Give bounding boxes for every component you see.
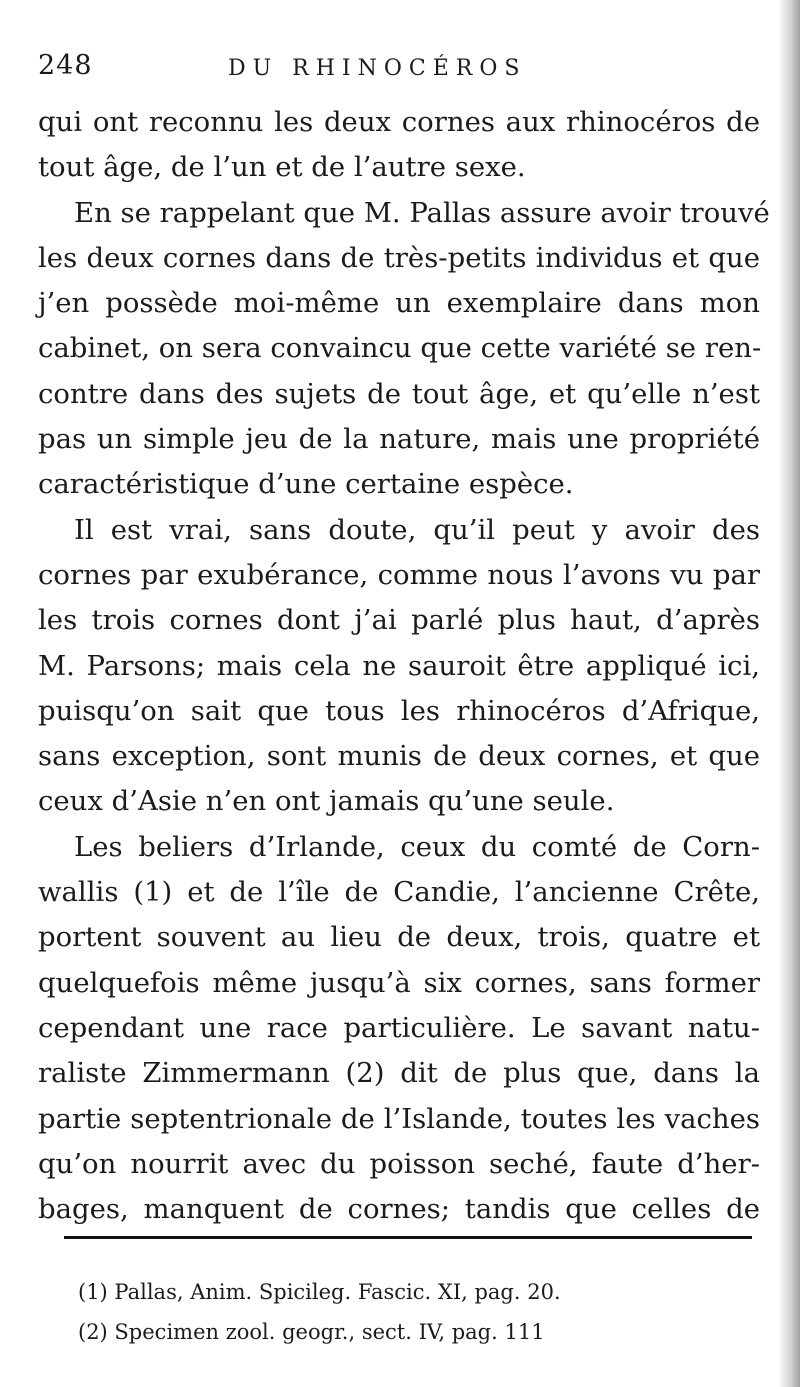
text-line: raliste Zimmermann (2) dit de plus que, dans la (38, 1057, 760, 1090)
text-line: partie septentrionale de l’Islande, toutes les vaches (38, 1102, 760, 1135)
text-line: tout âge, de l’un et de l’autre sexe. (38, 151, 526, 184)
footnote-1: (1) Pallas, Anim. Spicileg. Fascic. XI, pag. 20. (78, 1280, 561, 1304)
text-line: Il est vrai, sans doute, qu’il peut y avoir des (74, 513, 760, 546)
text-line: caractéristique d’une certaine espèce. (38, 468, 574, 501)
body-text (38, 100, 770, 1232)
text-line: wallis (1) et de l’île de Candie, l’ancienne Crête, (38, 876, 760, 909)
text-line: contre dans des sujets de tout âge, et qu’elle n’est (38, 377, 760, 410)
scan-shadow-edge (778, 0, 800, 1387)
text-line: ceux d’Asie n’en ont jamais qu’une seule. (38, 785, 615, 818)
text-line: cornes par exubérance, comme nous l’avons vu par (38, 558, 760, 591)
text-line: puisqu’on sait que tous les rhinocéros d’Afrique, (38, 694, 760, 727)
text-line: M. Parsons; mais cela ne sauroit être appliqué ici, (38, 649, 760, 682)
text-line: cependant une race particulière. Le savant natu- (38, 1011, 760, 1044)
text-line: bages, manquent de cornes; tandis que celles de (38, 1193, 760, 1226)
text-line: les trois cornes dont j’ai parlé plus haut, d’après (38, 604, 760, 637)
running-head: DU RHINOCÉROS (228, 56, 527, 81)
text-line: portent souvent au lieu de deux, trois, quatre et (38, 921, 760, 954)
text-line: sans exception, sont munis de deux cornes, et que (38, 740, 760, 773)
text-line: pas un simple jeu de la nature, mais une propriété (38, 423, 760, 456)
text-line: j’en possède moi-même un exemplaire dans mon (38, 287, 760, 320)
footnote-2: (2) Specimen zool. geogr., sect. IV, pag. 111 (78, 1320, 545, 1344)
footnote-divider (64, 1236, 752, 1239)
footnotes (78, 1272, 758, 1352)
text-line: qu’on nourrit avec du poisson seché, faute d’her- (38, 1147, 760, 1180)
text-line: qui ont reconnu les deux cornes aux rhinocéros de (38, 106, 760, 138)
text-line: cabinet, on sera convaincu que cette variété se ren- (38, 332, 762, 365)
page-number: 248 (38, 50, 93, 81)
text-line: Les beliers d’Irlande, ceux du comté de Corn- (74, 830, 760, 863)
text-line: les deux cornes dans de très-petits individus et que (38, 241, 760, 274)
text-line: En se rappelant que M. Pallas assure avoir trouvé (74, 196, 770, 229)
page-header (38, 46, 758, 96)
text-line: quelquefois même jusqu’à six cornes, sans former (38, 966, 760, 999)
